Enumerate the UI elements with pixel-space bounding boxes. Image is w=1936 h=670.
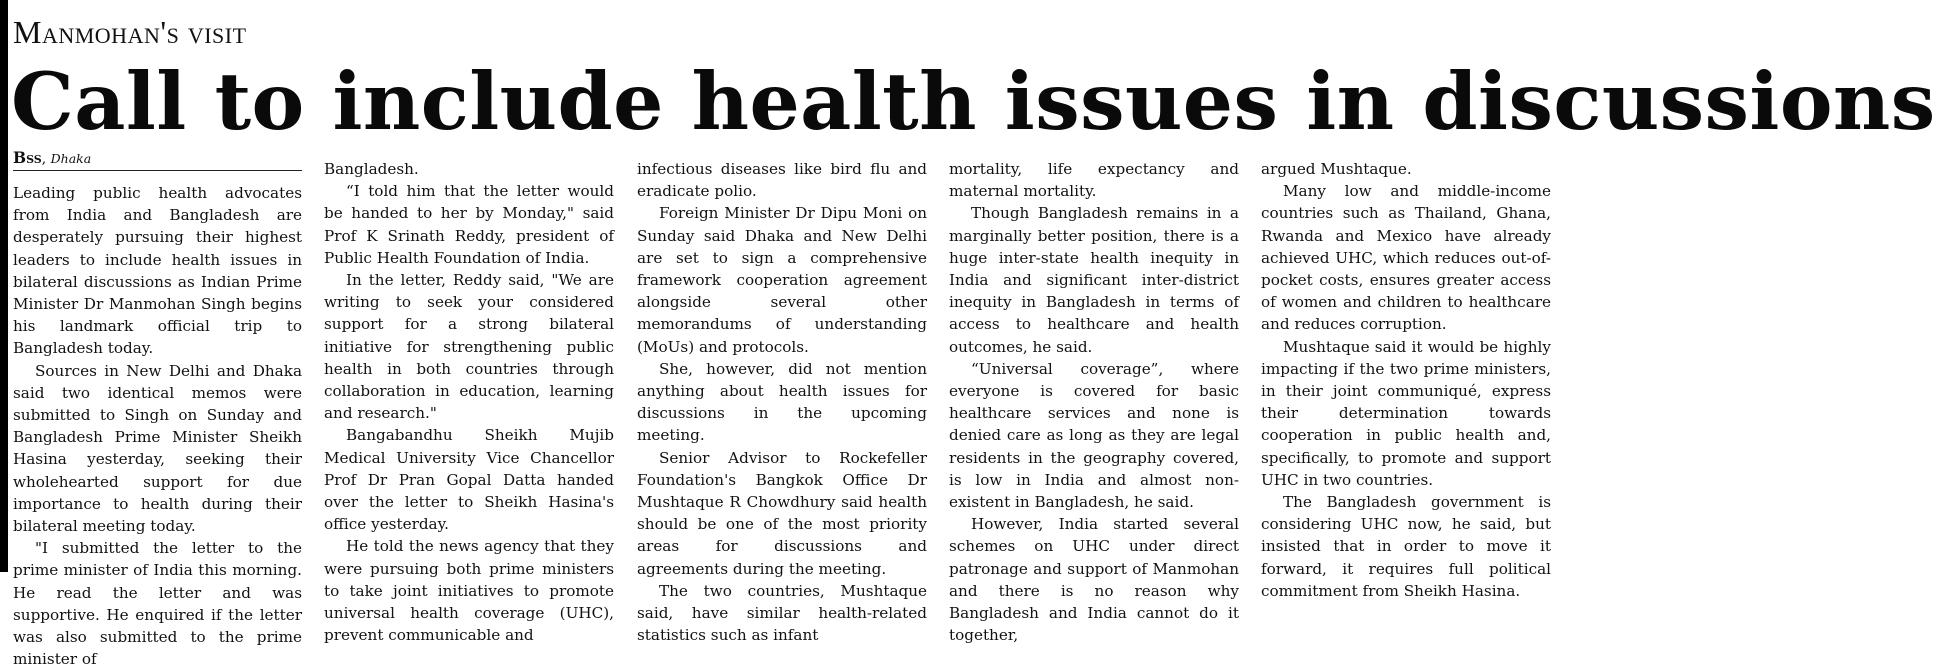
paragraph: The two countries, Mushtaque said, have similar health-related statistics such as infant [637,581,927,645]
paragraph: Bangladesh. [324,160,419,178]
paragraph: In the letter, Reddy said, "We are writing to seek your considered support for a strong bilateral initiative for strengthening public health in both countries through collaboration in education, learning and research." [324,271,614,423]
byline [13,148,302,171]
paragraph: “I told him that the letter would be handed to her by Monday," said Prof K Srinath Reddy, president of Public Health Foundation of India. [324,182,614,267]
paragraph: Sources in New Delhi and Dhaka said two identical memos were submitted to Singh on Sunday and Bangladesh Prime Minister Sheikh Hasina yesterday, seeking their wholehearted support for due importance to health during their bilateral meeting today. [13,361,302,536]
byline-separator: , [41,151,51,167]
article-kicker: Manmohan's visit [13,14,247,50]
article-column-3 [637,158,927,646]
article-headline: Call to include health issues in discussions [11,55,1936,148]
paragraph: Though Bangladesh remains in a marginally better position, there is a huge inter-state health inequity in India and significant inter-district inequity in Bangladesh in terms of access to healthcare and health outcomes, he said. [949,204,1239,356]
paragraph: Mushtaque said it would be highly impacting if the two prime ministers, in their joint communiqué, express their determination towards cooperation in public health and, specifically, to promote and support UHC in two countries. [1261,337,1551,489]
paragraph: mortality, life expectancy and maternal mortality. [949,160,1239,201]
paragraph: “Universal coverage”, where everyone is covered for basic healthcare services and none is denied care as long as they are legal residents in the geography covered, is low in India and almost non-existent in Bangladesh, he said. [949,359,1239,512]
byline-agency: Bss [13,148,42,167]
paragraph: The Bangladesh government is considering UHC now, he said, but insisted that in order to move it forward, it requires full political commitment from Sheikh Hasina. [1261,493,1551,600]
paragraph: argued Mushtaque. [1261,160,1412,178]
left-margin-bar [0,0,8,572]
byline-place: Dhaka [50,151,92,166]
paragraph: Senior Advisor to Rockefeller Foundation's Bangkok Office Dr Mushtaque R Chowdhury said health should be one of the most priority areas for discussions and agreements during the meeting. [637,448,927,578]
paragraph: However, India started several schemes on UHC under direct patronage and support of Manmohan and there is no reason why Bangladesh and India cannot do it together, [949,515,1239,645]
paragraph: "I submitted the letter to the prime minister of India this morning. He read the letter and was supportive. He enquired if the letter was also submitted to the prime minister of [13,539,302,669]
paragraph: Foreign Minister Dr Dipu Moni on Sunday said Dhaka and New Delhi are set to sign a comprehensive framework cooperation agreement alongside several other memorandums of understanding (MoUs) and protocols. [637,204,927,356]
paragraph: She, however, did not mention anything about health issues for discussions in the upcoming meeting. [637,359,927,445]
article-column-2 [324,158,614,646]
article-column-4 [949,158,1239,646]
paragraph: Bangabandhu Sheikh Mujib Medical University Vice Chancellor Prof Dr Pran Gopal Datta handed over the letter to Sheikh Hasina's office yesterday. [324,426,614,534]
paragraph: Many low and middle-income countries such as Thailand, Ghana, Rwanda and Mexico have already achieved UHC, which reduces out-of-pocket costs, ensures greater access of women and children to healthcare and reduces corruption. [1261,182,1551,334]
article-column-5 [1261,158,1551,602]
paragraph: He told the news agency that they were pursuing both prime ministers to take joint initiatives to promote universal health coverage (UHC), prevent communicable and [324,537,614,645]
paragraph: infectious diseases like bird flu and eradicate polio. [637,160,927,201]
article-column-1 [13,182,302,670]
paragraph: Leading public health advocates from India and Bangladesh are desperately pursuing their highest leaders to include health issues in bilateral discussions as Indian Prime Minister Dr Manmohan Singh begins his landmark official trip to Bangladesh today. [13,184,302,358]
